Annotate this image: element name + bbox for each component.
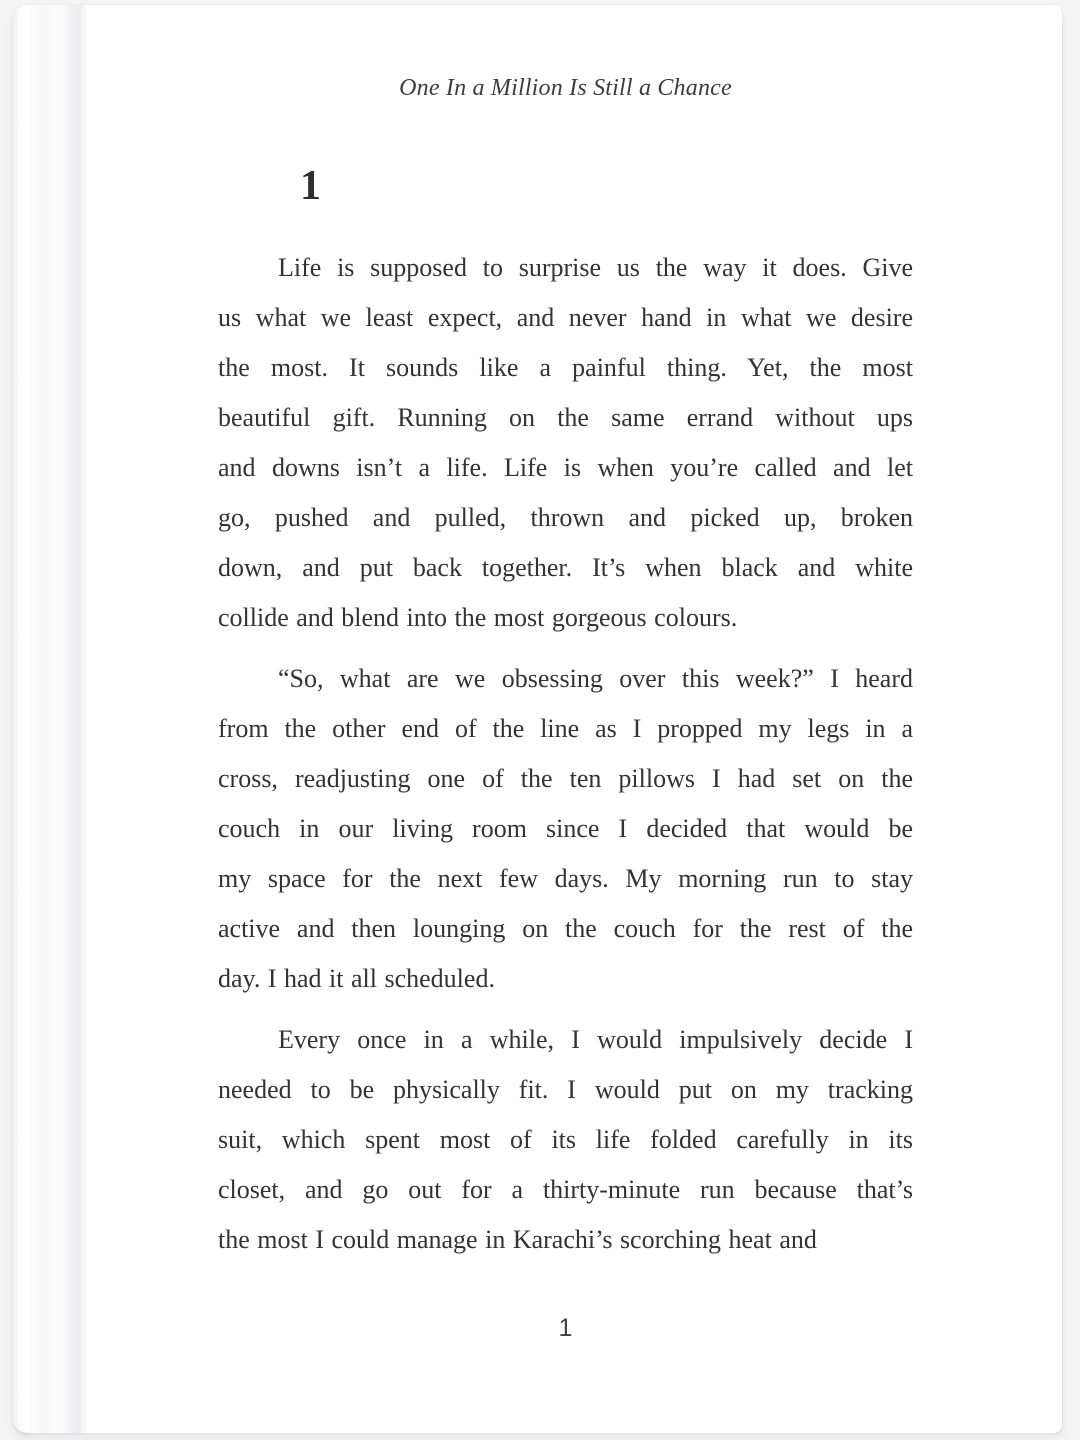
text-line: Every once in a while, I would impulsively decide I (278, 1025, 913, 1054)
book-spine-curl (12, 5, 100, 1433)
chapter-number: 1 (300, 163, 321, 209)
text-line: suit, which spent most of its life folded carefully in its (218, 1125, 913, 1154)
paragraph (218, 243, 913, 643)
text-line: down, and put back together. It’s when black and white (218, 553, 913, 582)
text-line: beautiful gift. Running on the same errand without ups (218, 403, 913, 432)
text-line: us what we least expect, and never hand in what we desire (218, 303, 913, 332)
text-line: and downs isn’t a life. Life is when you’re called and let (218, 453, 913, 482)
text-line: my space for the next few days. My morning run to stay (218, 864, 913, 893)
text-line: closet, and go out for a thirty-minute run because that’s (218, 1175, 913, 1204)
page-number: 1 (558, 1314, 573, 1342)
text-line: needed to be physically fit. I would put on my tracking (218, 1075, 913, 1104)
paragraph (218, 654, 913, 1004)
text-line: cross, readjusting one of the ten pillows I had set on the (218, 764, 913, 793)
text-line: the most I could manage in Karachi’s scorching heat and (218, 1225, 817, 1254)
text-line: collide and blend into the most gorgeous colours. (218, 603, 738, 632)
text-line: day. I had it all scheduled. (218, 964, 495, 993)
running-header: One In a Million Is Still a Chance (399, 75, 732, 101)
text-line: Life is supposed to surprise us the way it does. Give (278, 253, 913, 282)
paragraph (218, 1015, 913, 1265)
page-stack-edge (30, 1433, 1060, 1437)
text-line: the most. It sounds like a painful thing. Yet, the most (218, 353, 913, 382)
text-line: “So, what are we obsessing over this week?” I heard (278, 664, 913, 693)
text-line: go, pushed and pulled, thrown and picked up, broken (218, 503, 913, 532)
text-line: from the other end of the line as I propped my legs in a (218, 714, 913, 743)
book-page[interactable] (12, 5, 1062, 1433)
body-text (218, 243, 913, 1265)
text-line: couch in our living room since I decided that would be (218, 814, 913, 843)
text-line: active and then lounging on the couch for the rest of the (218, 914, 913, 943)
